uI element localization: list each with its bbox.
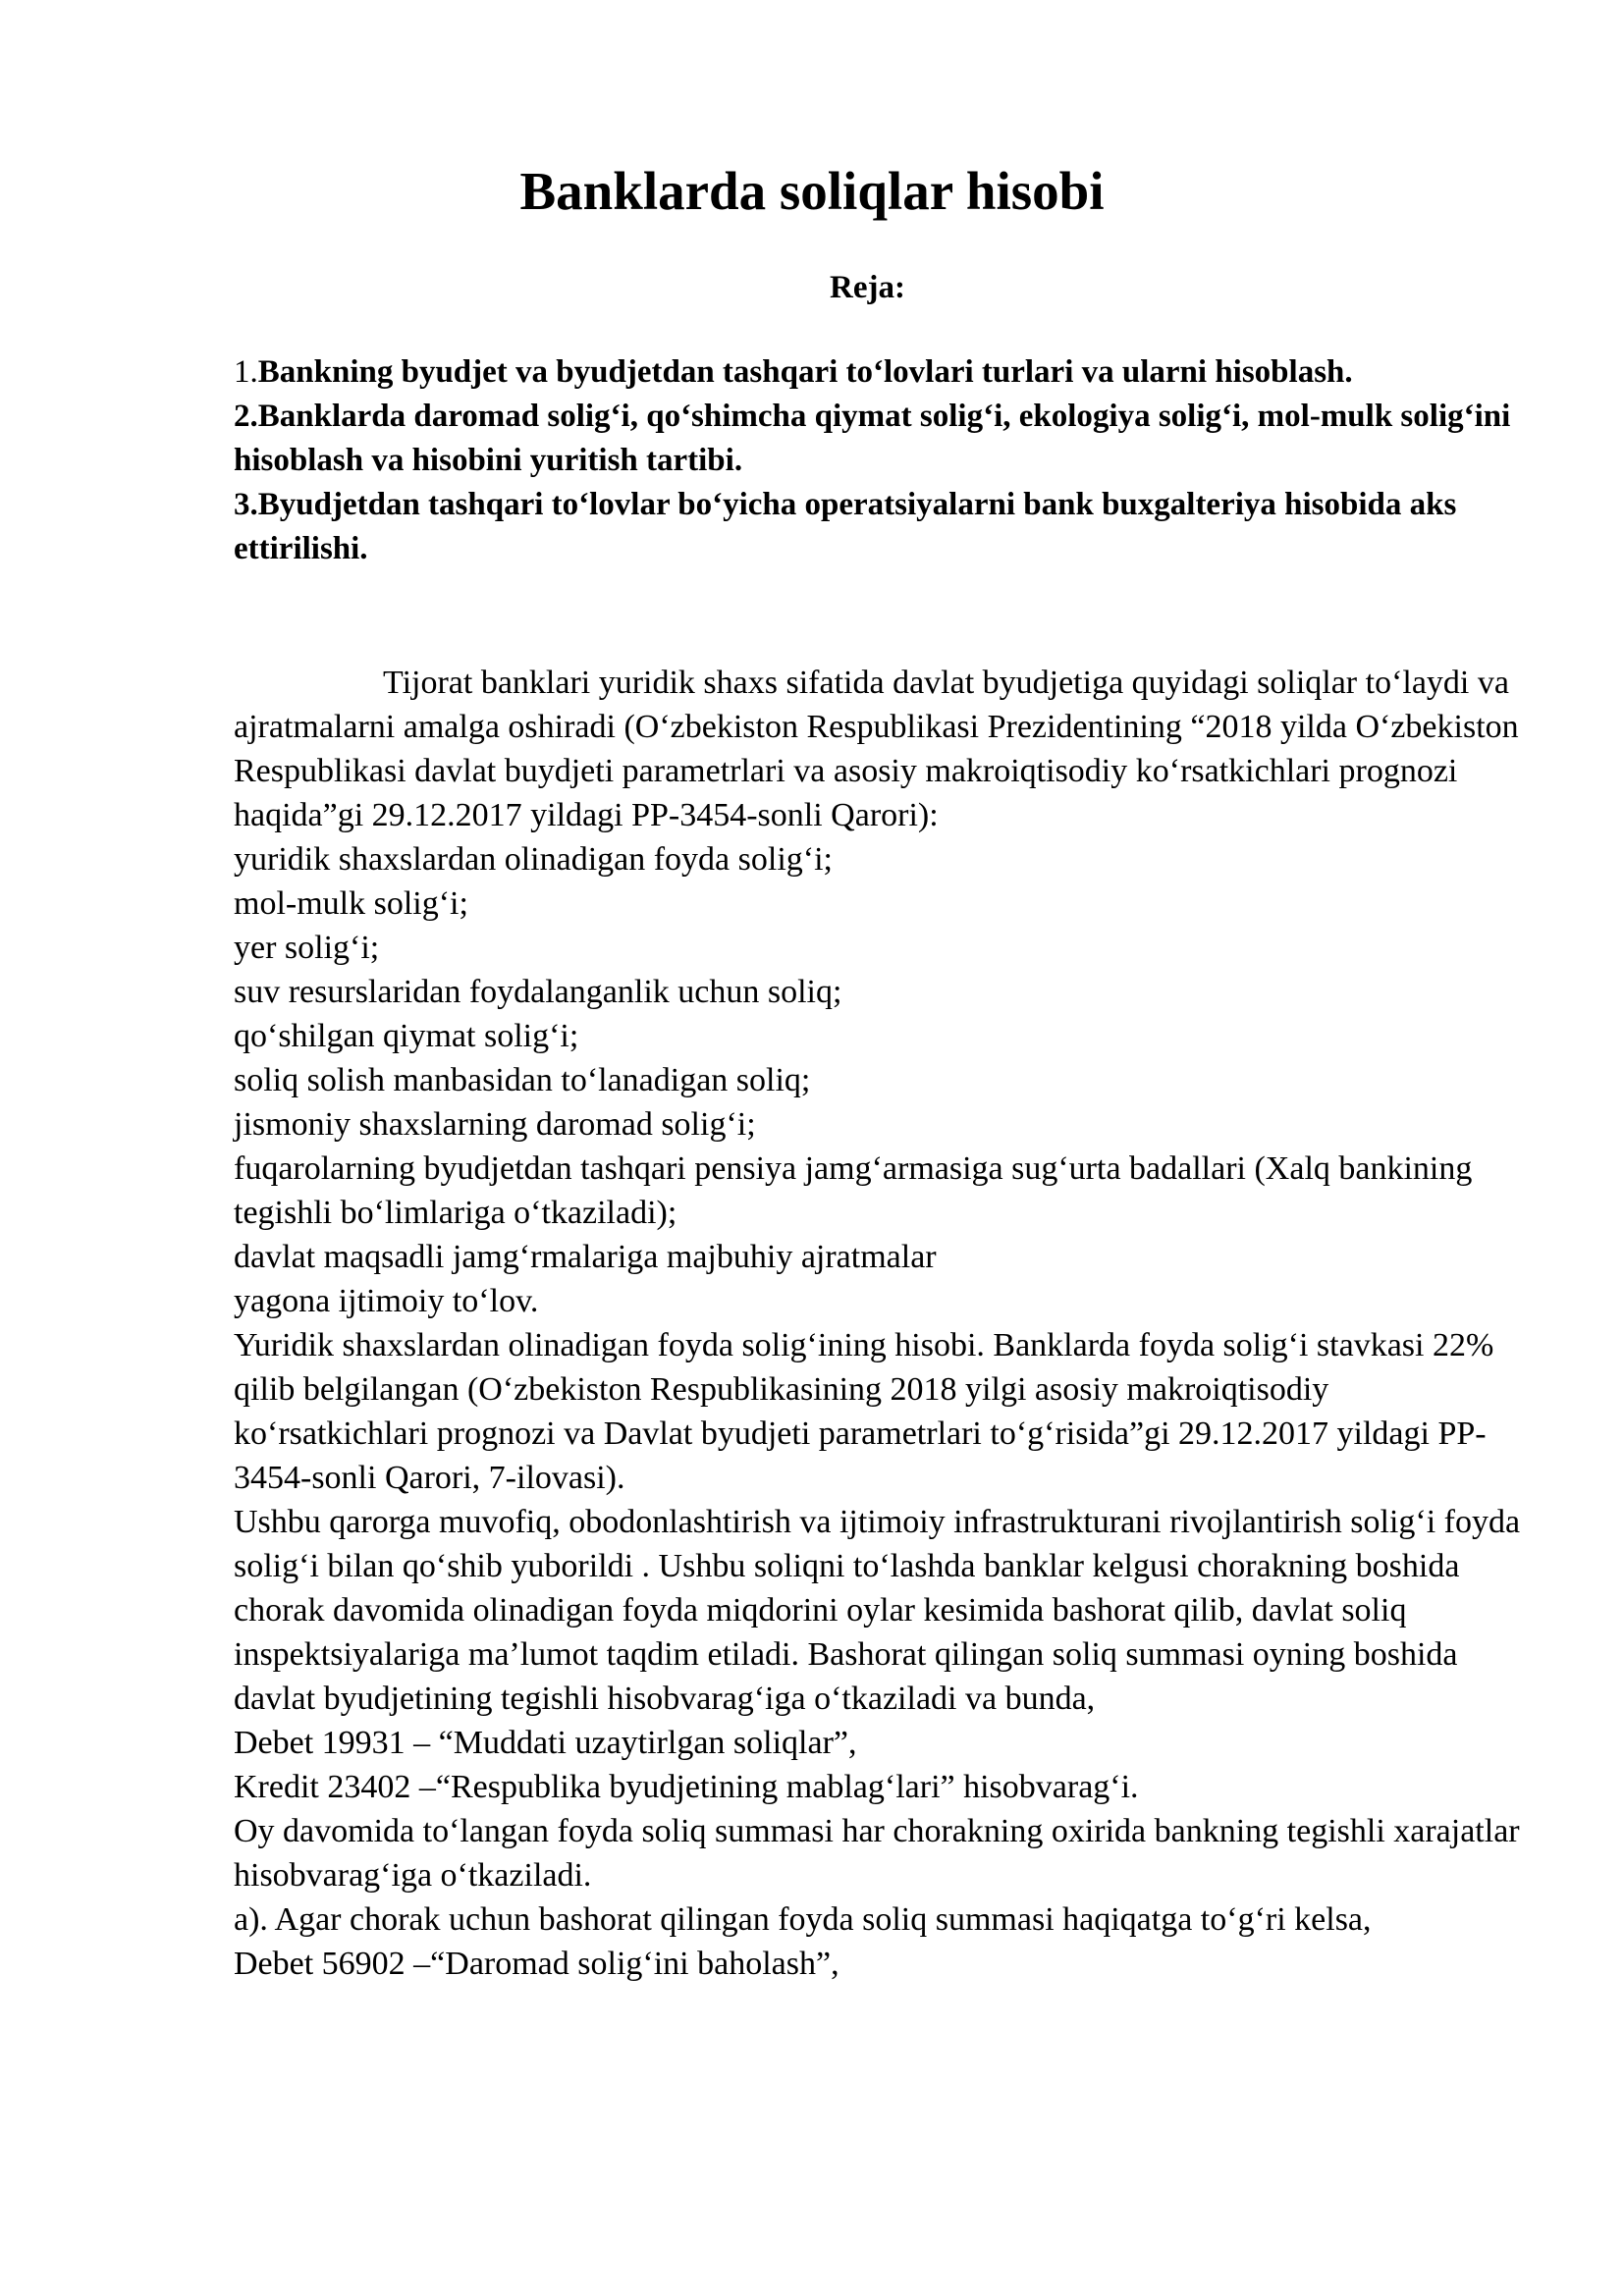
list-item: qo‘shilgan qiymat solig‘i; — [234, 1018, 579, 1054]
paragraph: Yuridik shaxslardan olinadigan foyda solig‘ining hisobi. Banklarda foyda solig‘i stavkasi 22% qilib belgilangan (O‘zbekiston Respublikasining 2018 yilgi asosiy makroiqtisodiy ko‘rsatkichlari prognozi va Davlat byudjeti parametrlari to‘g‘risida”gi 29.12.2017 yildagi PP-3454-sonli Qarori, 7-ilovasi). — [234, 1327, 1494, 1496]
plan-item-text: Bankning byudjet va byudjetdan tashqari to‘lovlari turlari va ularni hisoblash. — [257, 354, 1353, 390]
list-item: yagona ijtimoiy to‘lov. — [234, 1283, 539, 1319]
plan-item — [234, 483, 1530, 571]
plan-item — [234, 395, 1530, 483]
accounting-entry: Debet 56902 –“Daromad solig‘ini baholash”, — [234, 1946, 839, 1982]
list-item: yuridik shaxslardan olinadigan foyda solig‘i; — [234, 841, 833, 878]
document-body — [234, 661, 1530, 1986]
plan-item-text: Byudjetdan tashqari to‘lovlar bo‘yicha operatsiyalarni bank buxgalteriya hisobida aks ettirilishi. — [234, 487, 1457, 566]
list-item: mol-mulk solig‘i; — [234, 885, 468, 922]
list-item: yer solig‘i; — [234, 930, 380, 966]
paragraph: Ushbu qarorga muvofiq, obodonlashtirish va ijtimoiy infrastrukturani rivojlantirish solig‘i foyda solig‘i bilan qo‘shib yuborildi . Ushbu soliqni to‘lashda banklar kelgusi chorakning boshida chorak davomida olinadigan foyda miqdorini oylar kesimida bashorat qilib, davlat soliq inspektsiyalariga ma’lumot taqdim etiladi. Bashorat qilingan soliq summasi oyning boshida davlat byudjetining tegishli hisobvarag‘iga o‘tkaziladi va bunda, — [234, 1504, 1521, 1717]
list-item: jismoniy shaxslarning daromad solig‘i; — [234, 1106, 756, 1143]
list-item: soliq solish manbasidan to‘lanadigan soliq; — [234, 1062, 811, 1098]
plan-item-number: 2. — [234, 399, 258, 434]
plan-heading: Reja: — [830, 270, 905, 305]
plan-item — [234, 350, 1530, 395]
plan-list — [234, 350, 1530, 571]
document-title: Banklarda soliqlar hisobi — [519, 161, 1105, 221]
list-item: davlat maqsadli jamg‘rmalariga majbuhiy ajratmalar — [234, 1239, 937, 1275]
accounting-entry: Kredit 23402 –“Respublika byudjetining mablag‘lari” hisobvarag‘i. — [234, 1769, 1139, 1805]
plan-item-number: 1. — [234, 354, 258, 390]
paragraph-intro: Tijorat banklari yuridik shaxs sifatida davlat byudjetiga quyidagi soliqlar to‘laydi va ajratmalarni amalga oshiradi (O‘zbekiston Respublikasi Prezidentining “2018 yilda O‘zbekiston Respublikasi davlat buydjeti parametrlari va asosiy makroiqtisodiy ko‘rsatkichlari prognozi haqida”gi 29.12.2017 yildagi PP-3454-sonli Qarori): — [234, 665, 1519, 833]
paragraph: Oy davomida to‘langan foyda soliq summasi har chorakning oxirida bankning tegishli xarajatlar hisobvarag‘iga o‘tkaziladi. — [234, 1813, 1520, 1894]
plan-item-text: Banklarda daromad solig‘i, qo‘shimcha qiymat solig‘i, ekologiya solig‘i, mol-mulk solig‘ini hisoblash va hisobini yuritish tartibi. — [234, 399, 1511, 478]
paragraph: a). Agar chorak uchun bashorat qilingan foyda soliq summasi haqiqatga to‘g‘ri kelsa, — [234, 1901, 1372, 1938]
list-item: suv resurslaridan foydalanganlik uchun soliq; — [234, 974, 842, 1010]
accounting-entry: Debet 19931 – “Muddati uzaytirlgan soliqlar”, — [234, 1725, 857, 1761]
plan-item-number: 3. — [234, 487, 258, 522]
list-item: fuqarolarning byudjetdan tashqari pensiya jamg‘armasiga sug‘urta badallari (Xalq bankining tegishli bo‘limlariga o‘tkaziladi); — [234, 1150, 1473, 1231]
